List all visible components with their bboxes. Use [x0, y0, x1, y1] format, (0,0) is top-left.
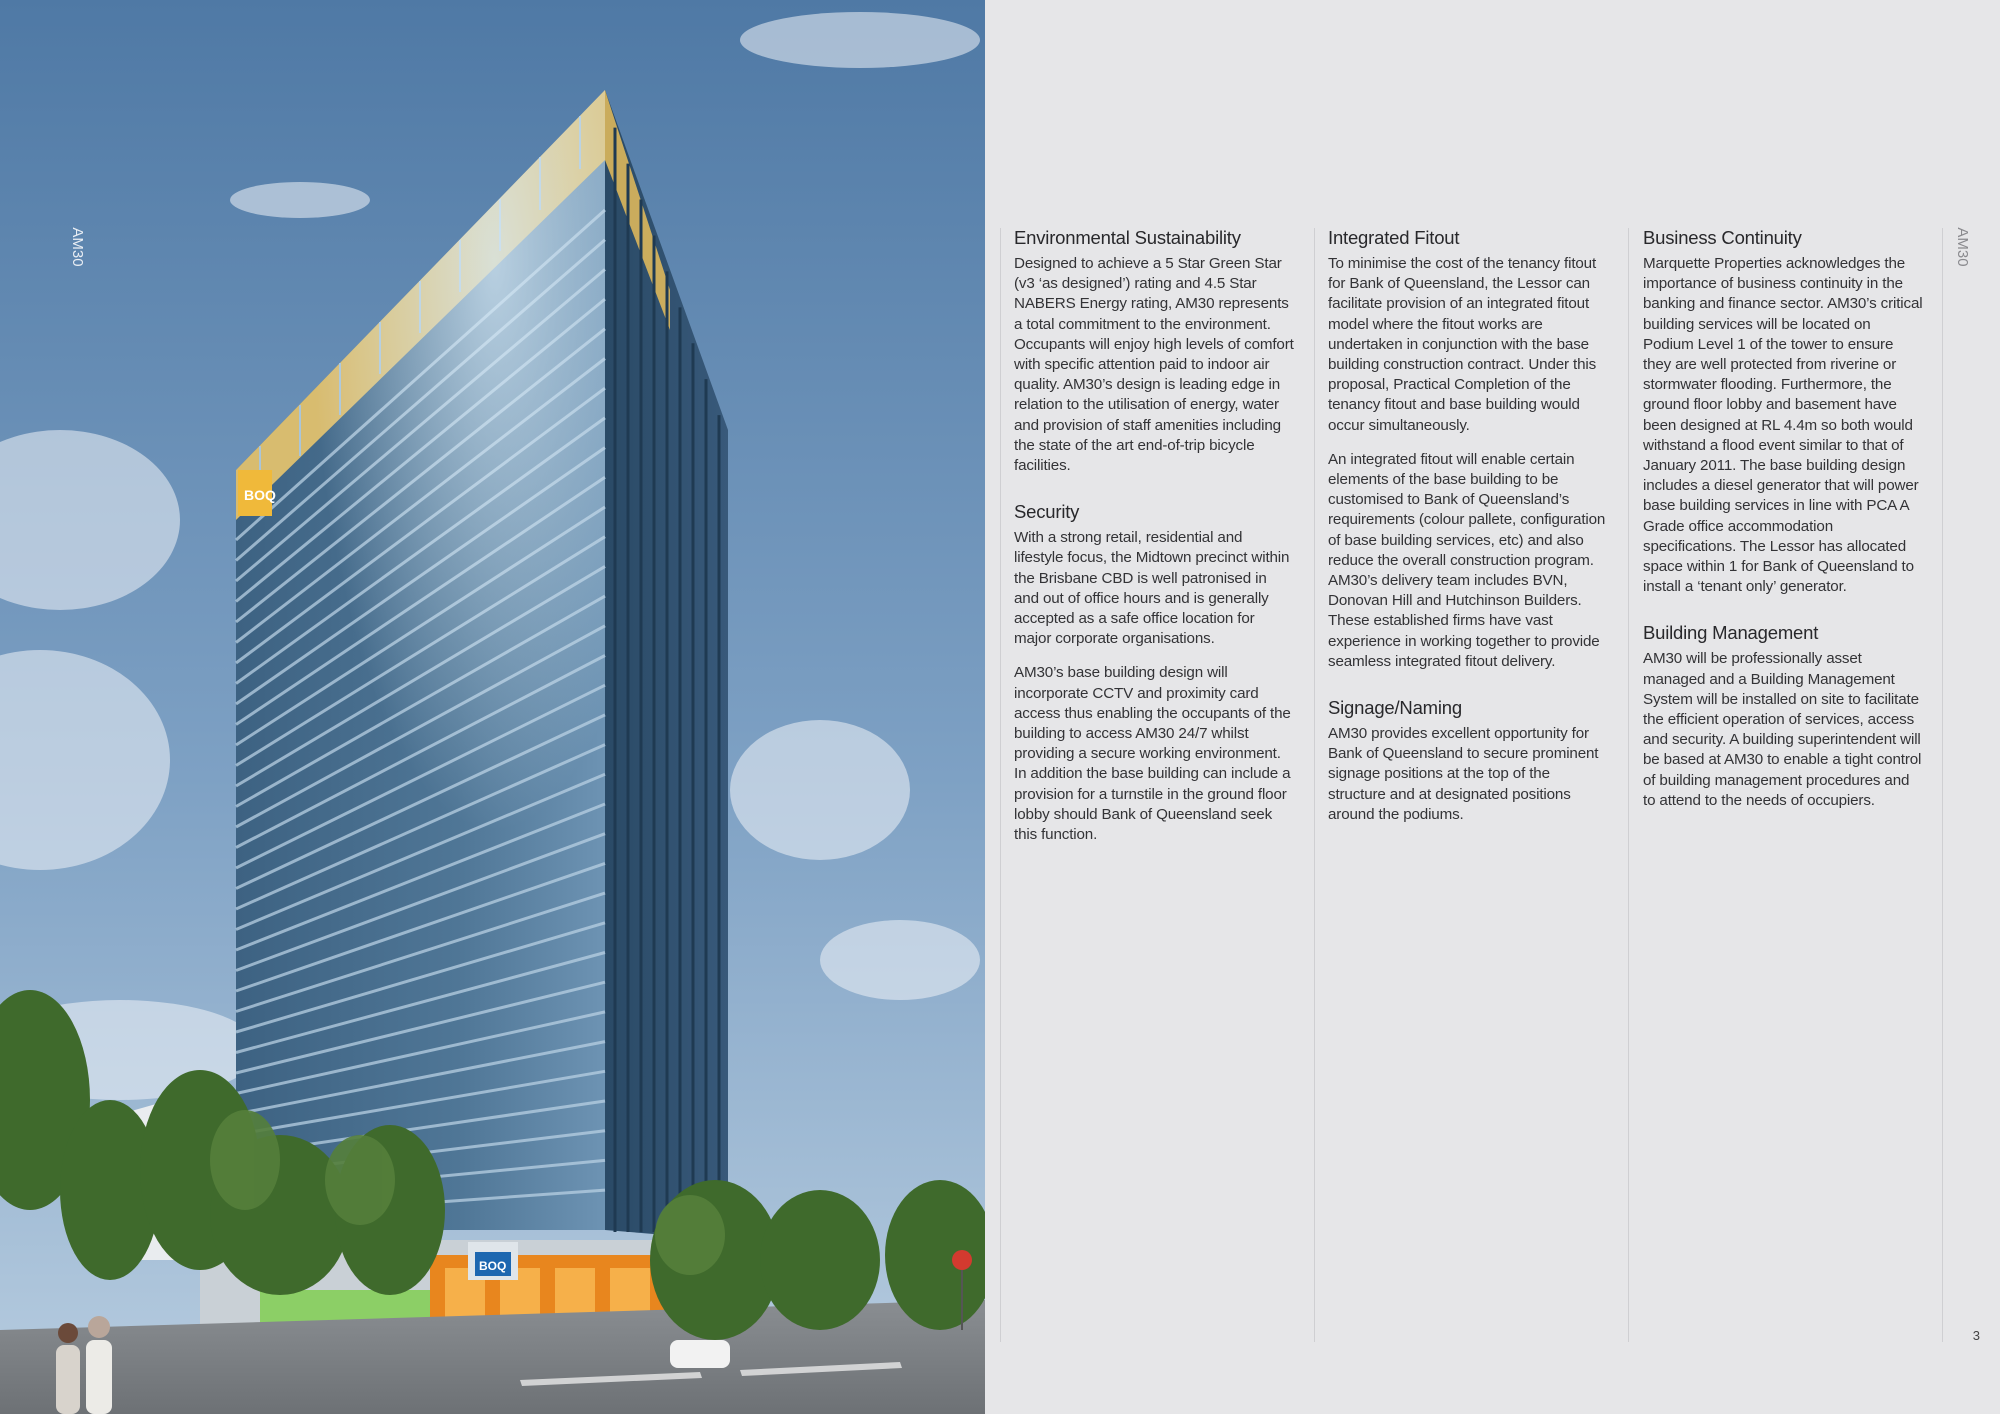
section-environmental-sustainability: [1014, 226, 1294, 476]
section-paragraph: AM30 provides excellent opportunity for Bank of Queensland to secure prominent signage positions at the top of the structure and at designated positions around the podiums.: [1328, 725, 1599, 823]
section-paragraph: An integrated fitout will enable certain elements of the base building to be customised to Bank of Queensland’s requirements (colour pallete, configuration of base building services, etc) and also reduce the overall construction program. AM30’s delivery team includes BVN, Donovan Hill and Hutchinson Builders. These established firms have vast experience in working together to provide seamless integrated fitout delivery.: [1328, 450, 1606, 670]
column-rule: [1942, 228, 1943, 1342]
section-paragraph: Designed to achieve a 5 Star Green Star (v3 ‘as designed’) rating and 4.5 Star NABERS Energy rating, AM30 represents a total commitment to the environment. Occupants will enjoy high levels of comfort with specific attention paid to indoor air quality. AM30’s design is leading edge in relation to the utilisation of energy, water and provision of staff amenities including the state of the art end-of-trip bicycle facilities.: [1014, 255, 1294, 475]
section-heading: Security: [1014, 501, 1080, 523]
section-heading: Signage/Naming: [1328, 697, 1462, 719]
text-column-2: [1328, 226, 1608, 839]
section-paragraph: To minimise the cost of the tenancy fitout for Bank of Queensland, the Lessor can facilitate provision of an integrated fitout model where the fitout works are undertaken in conjunction with the base building construction contract. Under this proposal, Practical Completion of the tenancy fitout and base building would occur simultaneously.: [1328, 255, 1597, 434]
section-heading: Environmental Sustainability: [1014, 227, 1241, 248]
road-sign: [952, 1250, 972, 1270]
section-security: [1014, 500, 1294, 845]
column-rule: [1314, 228, 1315, 1342]
section-signage-naming: [1328, 696, 1608, 825]
section-paragraph: AM30’s base building design will incorporate CCTV and proximity card access thus enabling the occupants of the building to access AM30 24/7 whilst providing a secure working environment. In addition the base building can include a provision for a turnstile in the ground floor lobby should Bank of Queensland seek this function.: [1014, 664, 1291, 844]
running-label-left: AM30: [69, 227, 86, 267]
running-label-right: AM30: [1954, 227, 1971, 267]
tower-rendering-photo: [0, 0, 985, 1414]
column-rule: [1000, 228, 1001, 1342]
section-paragraph: With a strong retail, residential and lifestyle focus, the Midtown precinct within the Brisbane CBD is well patronised in and out of office hours and is generally accepted as a safe office location for major corporate organisations.: [1014, 529, 1290, 648]
text-column-1: [1014, 226, 1294, 859]
section-building-management: [1643, 621, 1923, 811]
rooftop-signage-text: BOQ: [244, 487, 276, 503]
section-paragraph: Marquette Properties acknowledges the importance of business continuity in the banking and finance sector. AM30’s critical building services will be located on Podium Level 1 of the tower to ensure they are well protected from riverine or stormwater flooding. Furthermore, the ground floor lobby and basement have been designed at RL 4.4m so both would withstand a flood event similar to that of January 2011. The base building design includes a diesel generator that will power base building services in line with PCA A Grade office accommodation specifications. The Lessor has allocated space within 1 for Bank of Queensland to install a ‘tenant only’ generator.: [1643, 255, 1923, 596]
car: [670, 1340, 730, 1368]
page-number: 3: [1972, 1328, 1980, 1343]
section-heading: Business Continuity: [1643, 227, 1802, 248]
lobby-signage-text: BOQ: [479, 1259, 507, 1273]
tower-illustration: [0, 0, 985, 1414]
column-rule: [1628, 228, 1629, 1342]
section-integrated-fitout: [1328, 226, 1608, 672]
section-heading: Building Management: [1643, 622, 1819, 644]
section-heading: Integrated Fitout: [1328, 227, 1460, 248]
section-business-continuity: [1643, 226, 1923, 597]
section-paragraph: AM30 will be professionally asset managed and a Building Management System will be installed on site to facilitate the efficient operation of services, access and security. A building superintendent will be based at AM30 to enable a tight control of building management procedures and to attend to the needs of occupiers.: [1643, 650, 1922, 809]
text-column-3: [1643, 226, 1923, 825]
